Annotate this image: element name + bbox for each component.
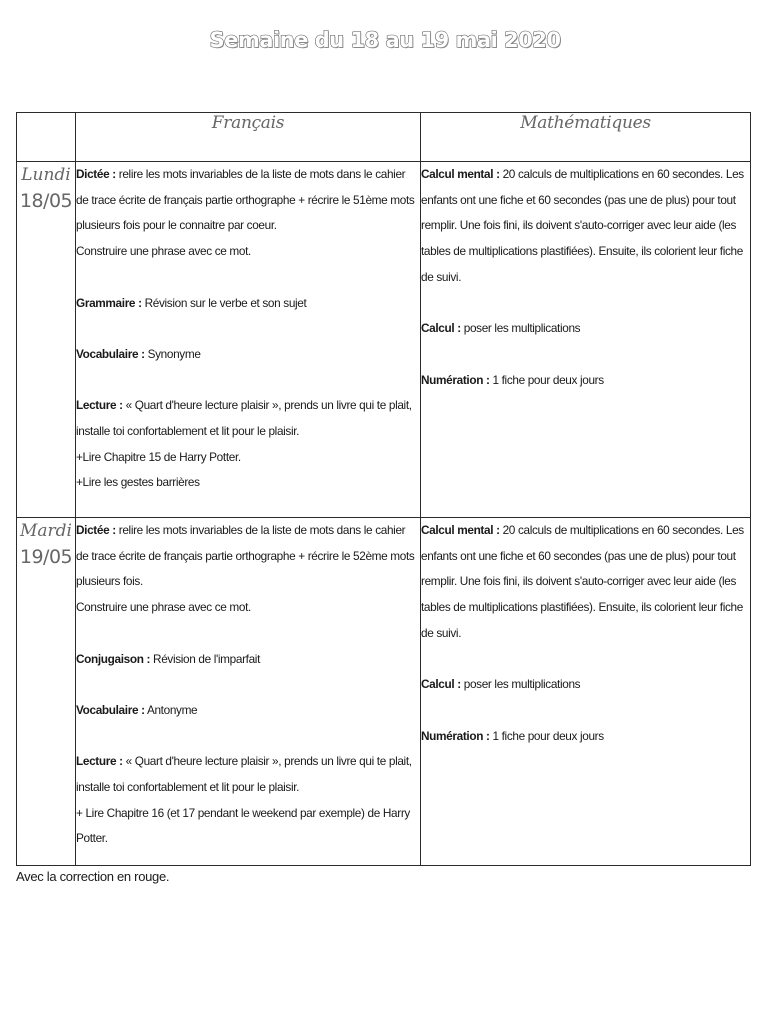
- lecture-extra-1: + Lire Chapitre 16 (et 17 pendant le weekend par exemple) de Harry Potter.: [76, 805, 410, 846]
- phrase-entry: Construire une phrase avec ce mot.: [76, 244, 251, 259]
- francais-cell: [76, 162, 421, 518]
- vocabulaire-entry: [76, 698, 420, 724]
- vocabulaire-text: Antonyme: [144, 702, 198, 717]
- phrase-entry: Construire une phrase avec ce mot.: [76, 600, 251, 615]
- francais-cell: [76, 518, 421, 866]
- dictee-entry: [76, 162, 420, 239]
- header-francais: Français: [76, 113, 421, 162]
- calcul-text: poser les multiplications: [460, 321, 581, 336]
- numeration-entry: [421, 368, 750, 394]
- conjugaison-text: Révision de l'imparfait: [150, 651, 260, 666]
- day-cell: [17, 518, 76, 866]
- page-title: Semaine du 18 au 19 mai 2020: [209, 28, 561, 52]
- numeration-entry: [421, 724, 750, 750]
- lecture-entry: [76, 749, 420, 800]
- grammaire-text: Révision sur le verbe et son sujet: [141, 295, 307, 310]
- vocabulaire-text: Synonyme: [144, 346, 201, 361]
- numeration-text: 1 fiche pour deux jours: [489, 372, 604, 387]
- vocabulaire-label: Vocabulaire :: [76, 346, 145, 361]
- day-name: Mardi: [20, 521, 72, 541]
- calcul-mental-label: Calcul mental :: [421, 523, 500, 537]
- calcul-mental-text: 20 calculs de multiplications en 60 secondes. Les enfants ont une fiche et 60 secondes (pas une de plus) pour tout remplir. Une fois fini, ils doivent s'auto-corriger avec leur aide (les tables de multiplications plastifiées). Ensuite, ils colorient leur fiche de suivi.: [421, 523, 744, 640]
- dictee-entry: [76, 518, 420, 595]
- vocabulaire-entry: [76, 342, 420, 368]
- numeration-text: 1 fiche pour deux jours: [489, 728, 604, 743]
- table-row: [17, 162, 751, 518]
- grammaire-label: Grammaire :: [76, 295, 142, 310]
- calcul-text: poser les multiplications: [460, 677, 581, 692]
- calcul-mental-entry: [421, 162, 750, 291]
- lecture-extra-2: +Lire les gestes barrières: [76, 475, 200, 490]
- schedule-table: [16, 112, 751, 866]
- dictee-label: Dictée :: [76, 167, 116, 181]
- calcul-mental-entry: [421, 518, 750, 647]
- lecture-extra-1: +Lire Chapitre 15 de Harry Potter.: [76, 449, 241, 464]
- day-name: Lundi: [21, 165, 71, 185]
- grammaire-entry: [76, 291, 420, 317]
- lecture-entry: [76, 393, 420, 444]
- conjugaison-entry: [76, 647, 420, 673]
- header-maths: Mathématiques: [421, 113, 751, 162]
- footer-note: Avec la correction en rouge.: [16, 869, 170, 884]
- day-date: 19/05: [19, 546, 73, 568]
- dictee-text: relire les mots invariables de la liste de mots dans le cahier de trace écrite de français partie orthographe + récrire le 52ème mots plusieurs fois.: [76, 523, 415, 589]
- lecture-label: Lecture :: [76, 754, 123, 769]
- calcul-entry: [421, 316, 750, 342]
- lecture-text: « Quart d'heure lecture plaisir », prends un livre qui te plait, installe toi confortablement et lit pour le plaisir.: [76, 754, 412, 794]
- dictee-label: Dictée :: [76, 523, 116, 537]
- lecture-text: « Quart d'heure lecture plaisir », prends un livre qui te plait, installe toi confortablement et lit pour le plaisir.: [76, 398, 412, 438]
- maths-cell: [421, 162, 751, 518]
- lecture-label: Lecture :: [76, 398, 123, 413]
- table-header-row: [17, 113, 751, 162]
- header-empty: [17, 113, 76, 162]
- dictee-text: relire les mots invariables de la liste de mots dans le cahier de trace écrite de français partie orthographe + récrire le 51ème mots plusieurs fois pour le connaitre par coeur.: [76, 167, 415, 233]
- calcul-mental-label: Calcul mental :: [421, 167, 500, 181]
- day-date: 18/05: [19, 190, 73, 212]
- vocabulaire-label: Vocabulaire :: [76, 702, 145, 717]
- calcul-label: Calcul :: [421, 677, 461, 692]
- table-row: [17, 518, 751, 866]
- conjugaison-label: Conjugaison :: [76, 651, 151, 666]
- calcul-label: Calcul :: [421, 321, 461, 336]
- calcul-mental-text: 20 calculs de multiplications en 60 secondes. Les enfants ont une fiche et 60 secondes (pas une de plus) pour tout remplir. Une fois fini, ils doivent s'auto-corriger avec leur aide (les tables de multiplications plastifiées). Ensuite, ils colorient leur fiche de suivi.: [421, 167, 744, 284]
- calcul-entry: [421, 672, 750, 698]
- numeration-label: Numération :: [421, 372, 490, 387]
- maths-cell: [421, 518, 751, 866]
- day-cell: [17, 162, 76, 518]
- numeration-label: Numération :: [421, 728, 490, 743]
